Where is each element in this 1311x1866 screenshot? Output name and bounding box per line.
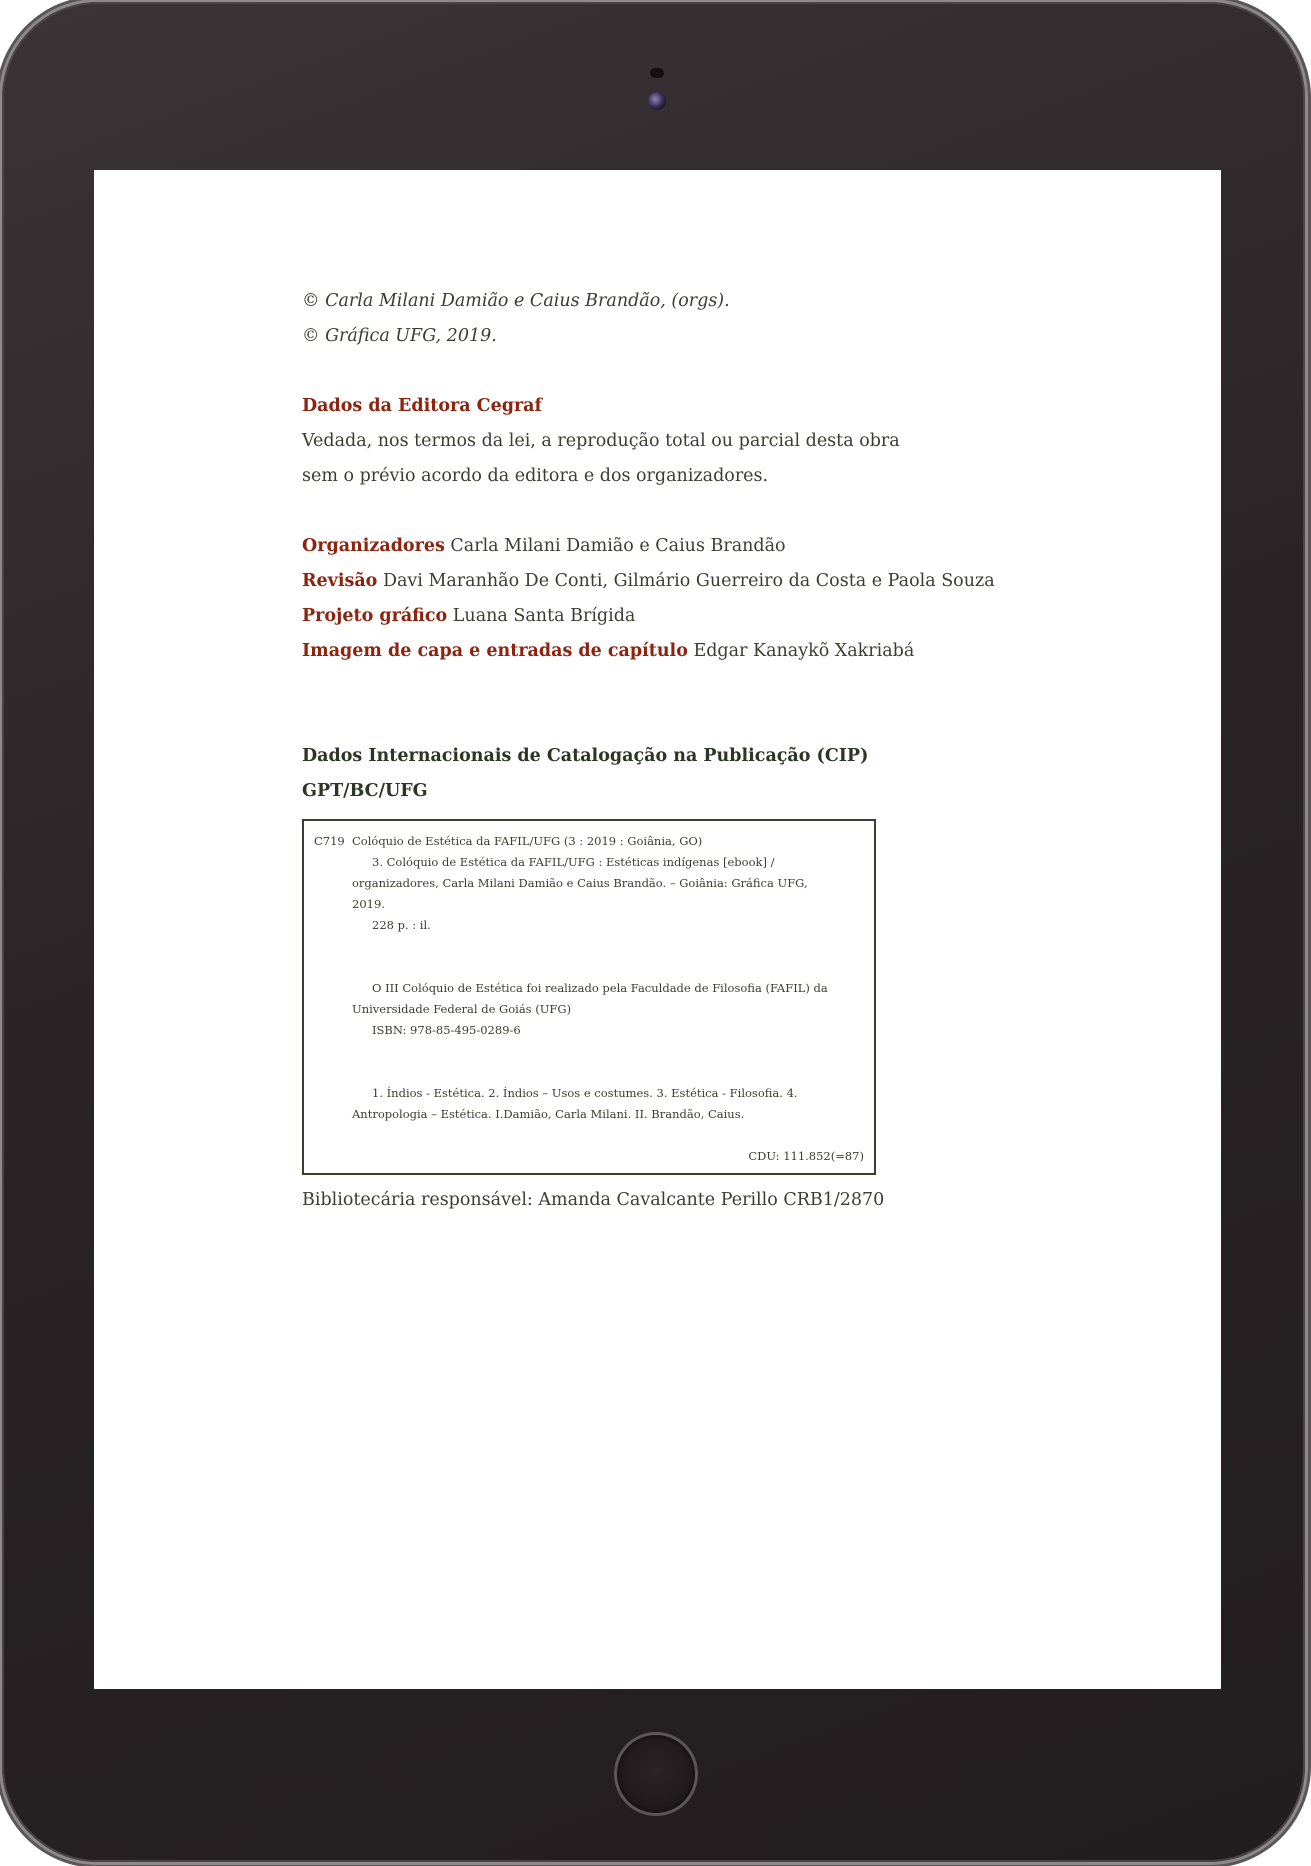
speaker-slot (650, 68, 664, 78)
copyright-page (302, 284, 1062, 1218)
spacer (302, 354, 1062, 389)
card-cdu: CDU: 111.852(=87) (748, 1149, 864, 1163)
cip-heading: Dados Internacionais de Catalogação na Publicação (CIP) (302, 746, 869, 766)
copyright-publisher: © Gráfica UFG, 2019. (302, 326, 497, 346)
call-number: C719 (314, 834, 345, 848)
credit-cover-image (302, 634, 1062, 669)
credit-label: Imagem de capa e entradas de capítulo (302, 641, 688, 661)
credit-revision (302, 564, 1062, 599)
card-subjects-line: Antropologia – Estética. I.Damião, Carla Milani. II. Brandão, Caius. (352, 1107, 745, 1121)
spacer (302, 669, 1062, 739)
catalog-card-body (352, 831, 862, 1125)
librarian-credit: Bibliotecária responsável: Amanda Cavalcante Perillo CRB1/2870 (302, 1190, 885, 1210)
card-note-line: O III Colóquio de Estética foi realizado pela Faculdade de Filosofia (FAFIL) da (372, 981, 828, 995)
credit-value: Luana Santa Brígida (452, 606, 636, 626)
home-button[interactable] (614, 1732, 698, 1816)
spacer (352, 936, 862, 978)
card-title-line: organizadores, Carla Milani Damião e Caius Brandão. – Goiânia: Gráfica UFG, (352, 876, 808, 890)
card-main-entry: Colóquio de Estética da FAFIL/UFG (3 : 2019 : Goiânia, GO) (352, 834, 703, 848)
credit-label: Revisão (302, 571, 378, 591)
card-pages: 228 p. : il. (372, 918, 431, 932)
card-subjects-line: 1. Índios - Estética. 2. Índios – Usos e costumes. 3. Estética - Filosofia. 4. (372, 1086, 798, 1100)
credit-label: Organizadores (302, 536, 445, 556)
copyright-organizers: © Carla Milani Damião e Caius Brandão, (orgs). (302, 291, 730, 311)
card-isbn: ISBN: 978-85-495-0289-6 (372, 1023, 521, 1037)
credit-graphic-design (302, 599, 1062, 634)
spacer (302, 494, 1062, 529)
spacer (352, 1041, 862, 1083)
credit-organizers (302, 529, 1062, 564)
publisher-heading: Dados da Editora Cegraf (302, 396, 543, 416)
credit-value: Edgar Kanaykõ Xakriabá (693, 641, 915, 661)
ebook-page-screen[interactable] (94, 170, 1221, 1689)
card-title-line: 2019. (352, 897, 385, 911)
credit-value: Davi Maranhão De Conti, Gilmário Guerreiro da Costa e Paola Souza (382, 571, 995, 591)
cip-library-code: GPT/BC/UFG (302, 781, 428, 801)
card-note-line: Universidade Federal de Goiás (UFG) (352, 1002, 572, 1016)
catalog-card (302, 819, 876, 1175)
credit-value: Carla Milani Damião e Caius Brandão (450, 536, 786, 556)
publisher-notice-line: sem o prévio acordo da editora e dos organizadores. (302, 466, 769, 486)
camera-icon (648, 92, 666, 110)
tablet-frame (2, 2, 1305, 1862)
credit-label: Projeto gráfico (302, 606, 448, 626)
card-title-line: 3. Colóquio de Estética da FAFIL/UFG : Estéticas indígenas [ebook] / (372, 855, 775, 869)
publisher-notice-line: Vedada, nos termos da lei, a reprodução total ou parcial desta obra (302, 431, 900, 451)
